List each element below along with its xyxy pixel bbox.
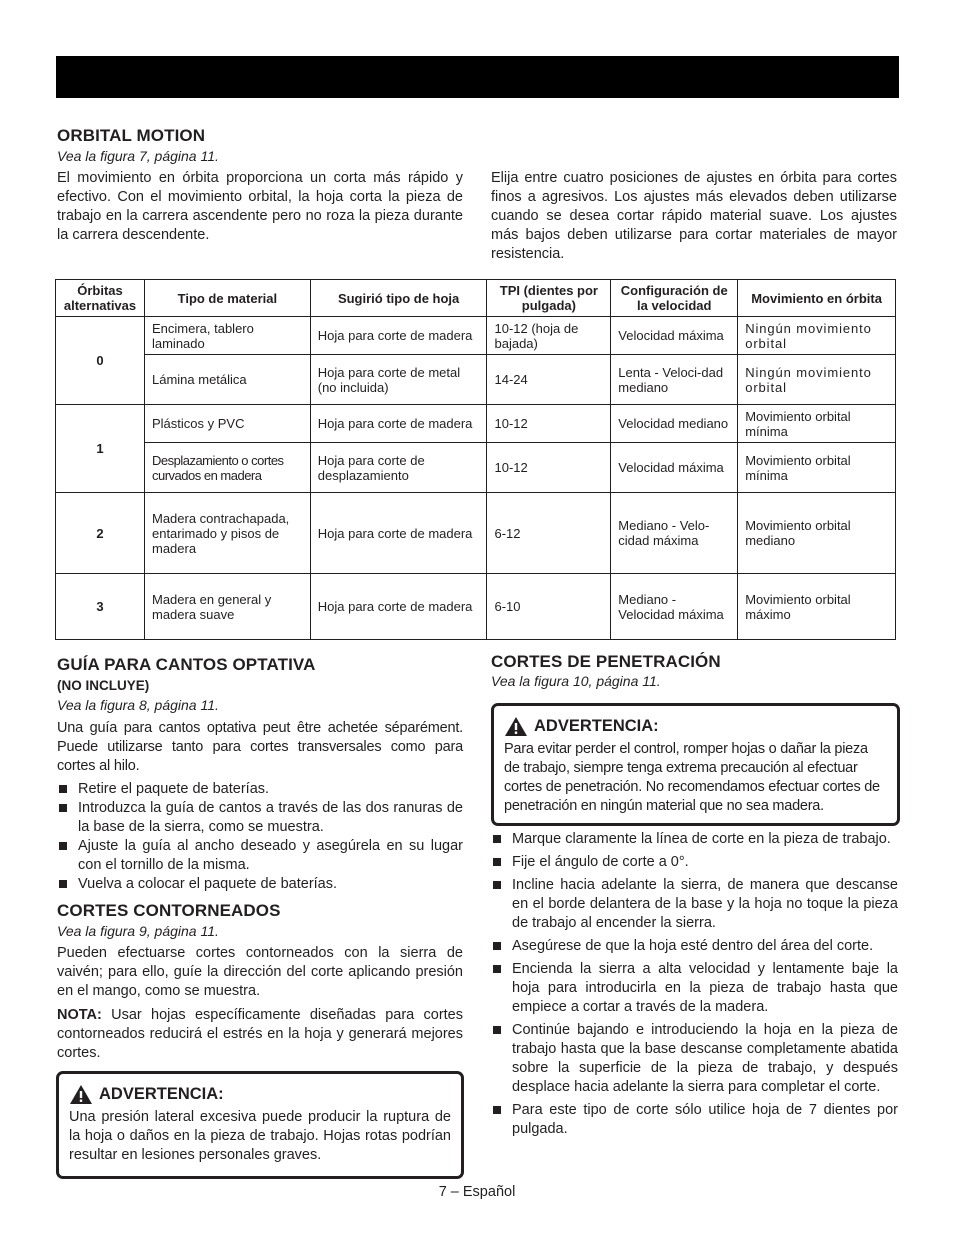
table-cell: 6-10 <box>487 574 611 640</box>
warning-text: Una presión lateral excesiva puede producir la ruptura de la hoja o daños en la pieza de trabajo. Hojas rotas podrían resultar en lesiones personales graves. <box>69 1109 451 1163</box>
edge-guide-heading: GUÍA PARA CANTOS OPTATIVA <box>57 655 316 674</box>
square-bullet-icon <box>493 881 501 889</box>
table-header-row <box>56 280 896 317</box>
orbital-motion-paragraph-left: El movimiento en órbita proporciona un corta más rápido y efectivo. Con el movimiento orbital, la hoja corta la pieza de trabajo en la carrera ascendente pero no roza la pieza durante la carrera descendente. <box>57 170 463 243</box>
orbit-value-cell: 3 <box>56 574 145 640</box>
square-bullet-icon <box>493 835 501 843</box>
table-header-cell: Movimiento en órbita <box>738 280 896 317</box>
table-row <box>56 493 896 574</box>
contour-cuts-warning-box <box>56 1071 464 1179</box>
table-row <box>56 355 896 405</box>
table-header-cell: Configuración de la velocidad <box>611 280 738 317</box>
table-row <box>56 574 896 640</box>
header-bar <box>56 56 899 98</box>
orbit-value-cell: 0 <box>56 317 145 405</box>
list-item: Introduzca la guía de cantos a través de las dos ranuras de la base de la sierra, como se muestra. <box>57 799 463 837</box>
table-row <box>56 443 896 493</box>
warning-title: ADVERTENCIA: <box>534 717 659 735</box>
list-item: Incline hacia adelante la sierra, de manera que descanse en el borde delantera de la base y la hoja no toque la pieza de trabajo al encender la sierra. <box>491 876 898 933</box>
list-item: Encienda la sierra a alta velocidad y lentamente baje la hoja para introducirla en la pieza de trabajo hasta que empiece a cortar a través de la madera. <box>491 960 898 1017</box>
table-cell: Movimiento orbital mínima <box>738 405 896 443</box>
list-item: Retire el paquete de baterías. <box>57 780 463 799</box>
warning-text: Para evitar perder el control, romper hojas o dañar la pieza de trabajo, siempre tenga extrema precaución al efectuar cortes de penetración. No recomendamos efectuar cortes de penetración en ningún material que no sea madera. <box>504 741 880 814</box>
table-header-cell: Sugirió tipo de hoja <box>310 280 487 317</box>
table-cell: 14-24 <box>487 355 611 405</box>
square-bullet-icon <box>59 842 67 850</box>
contour-cuts-paragraph: Pueden efectuarse cortes contorneados con la sierra de vaivén; para ello, guíe la dirección del corte aplicando presión en el mango, como se muestra. <box>57 945 463 999</box>
table-cell: Encimera, tablero laminado <box>144 317 310 355</box>
square-bullet-icon <box>493 942 501 950</box>
list-item: Marque claramente la línea de corte en la pieza de trabajo. <box>491 830 898 849</box>
orbital-settings-table <box>55 279 896 640</box>
orbit-value-cell: 2 <box>56 493 145 574</box>
square-bullet-icon <box>493 1026 501 1034</box>
table-cell: 10-12 <box>487 405 611 443</box>
table-row <box>56 317 896 355</box>
table-header-cell: Tipo de material <box>144 280 310 317</box>
list-item: Para este tipo de corte sólo utilice hoja de 7 dientes por pulgada. <box>491 1101 898 1139</box>
table-cell: Velocidad máxima <box>611 443 738 493</box>
table-cell: Madera en general y madera suave <box>144 574 310 640</box>
table-cell: Hoja para corte de madera <box>310 317 487 355</box>
edge-guide-subheading: (NO INCLUYE) <box>57 678 150 693</box>
plunge-cuts-heading: CORTES DE PENETRACIÓN <box>491 652 721 671</box>
contour-cuts-note <box>57 1006 463 1063</box>
table-cell: Plásticos y PVC <box>144 405 310 443</box>
orbital-motion-heading: ORBITAL MOTION <box>57 126 206 145</box>
table-header-cell: TPI (dientes por pulgada) <box>487 280 611 317</box>
plunge-cuts-warning-box <box>491 703 900 826</box>
table-header-cell: Órbitas alternativas <box>56 280 145 317</box>
table-cell: Mediano - Velocidad máxima <box>611 574 738 640</box>
note-label: NOTA: <box>57 1007 102 1023</box>
table-cell: 6-12 <box>487 493 611 574</box>
table-cell: Hoja para corte de madera <box>310 493 487 574</box>
table-cell: Hoja para corte de metal (no incluida) <box>310 355 487 405</box>
table-cell: Movimiento orbital máximo <box>738 574 896 640</box>
table-cell: 10-12 <box>487 443 611 493</box>
contour-cuts-figure-ref: Vea la figura 9, página 11. <box>57 923 219 939</box>
table-cell: Ningún movimiento orbital <box>738 317 896 355</box>
square-bullet-icon <box>59 785 67 793</box>
square-bullet-icon <box>493 858 501 866</box>
table-cell: Mediano - Velo-cidad máxima <box>611 493 738 574</box>
table-cell: Hoja para corte de madera <box>310 574 487 640</box>
table-cell: 10-12 (hoja de bajada) <box>487 317 611 355</box>
list-item: Asegúrese de que la hoja esté dentro del área del corte. <box>491 937 898 956</box>
square-bullet-icon <box>493 1106 501 1114</box>
table-cell: Lenta - Veloci-dad mediano <box>611 355 738 405</box>
table-cell: Lámina metálica <box>144 355 310 405</box>
list-item: Continúe bajando e introduciendo la hoja en la pieza de trabajo hasta que la base descanse completamente abatida sobre la superficie de la pieza de trabajo, y después desplace hacia adelante la sierra para completar el corte. <box>491 1021 898 1097</box>
plunge-cuts-steps <box>491 830 898 1139</box>
edge-guide-paragraph: Una guía para cantos optativa peut être achetée séparément. Puede utilizarse tanto para cortes transversales como para cortes al hilo. <box>57 720 463 774</box>
table-row <box>56 405 896 443</box>
square-bullet-icon <box>59 880 67 888</box>
orbital-motion-paragraph-right: Elija entre cuatro posiciones de ajustes en órbita para cortes finos a agresivos. Los ajustes más elevados deben utilizarse cuando se desea cortar rápido material suave. Los ajustes más bajos deben utilizarse para cortar materiales de mayor resistencia. <box>491 170 897 262</box>
table-cell: Movimiento orbital mínima <box>738 443 896 493</box>
table-cell: Madera contrachapada, entarimado y pisos de madera <box>144 493 310 574</box>
list-item: Vuelva a colocar el paquete de baterías. <box>57 875 463 894</box>
warning-triangle-icon <box>69 1084 93 1105</box>
square-bullet-icon <box>59 804 67 812</box>
note-text: Usar hojas específicamente diseñadas para cortes contorneados reducirá el estrés en la hoja y generará mejores cortes. <box>57 1007 463 1061</box>
table-cell: Movimiento orbital mediano <box>738 493 896 574</box>
table-cell: Ningún movimiento orbital <box>738 355 896 405</box>
table-cell: Hoja para corte de desplazamiento <box>310 443 487 493</box>
contour-cuts-heading: CORTES CONTORNEADOS <box>57 901 281 920</box>
orbital-motion-figure-ref: Vea la figura 7, página 11. <box>57 148 219 164</box>
page-footer: 7 – Español <box>438 1184 516 1200</box>
table-cell: Velocidad máxima <box>611 317 738 355</box>
table-cell: Hoja para corte de madera <box>310 405 487 443</box>
list-item: Ajuste la guía al ancho deseado y asegúrela en su lugar con el tornillo de la misma. <box>57 837 463 875</box>
list-item: Fije el ángulo de corte a 0°. <box>491 853 898 872</box>
edge-guide-steps <box>57 780 463 894</box>
edge-guide-figure-ref: Vea la figura 8, página 11. <box>57 697 219 713</box>
warning-triangle-icon <box>504 716 528 737</box>
orbit-value-cell: 1 <box>56 405 145 493</box>
table-cell: Desplazamiento o cortes curvados en madera <box>144 443 310 493</box>
table-cell: Velocidad mediano <box>611 405 738 443</box>
square-bullet-icon <box>493 965 501 973</box>
warning-title: ADVERTENCIA: <box>99 1085 224 1103</box>
plunge-cuts-figure-ref: Vea la figura 10, página 11. <box>491 673 661 689</box>
